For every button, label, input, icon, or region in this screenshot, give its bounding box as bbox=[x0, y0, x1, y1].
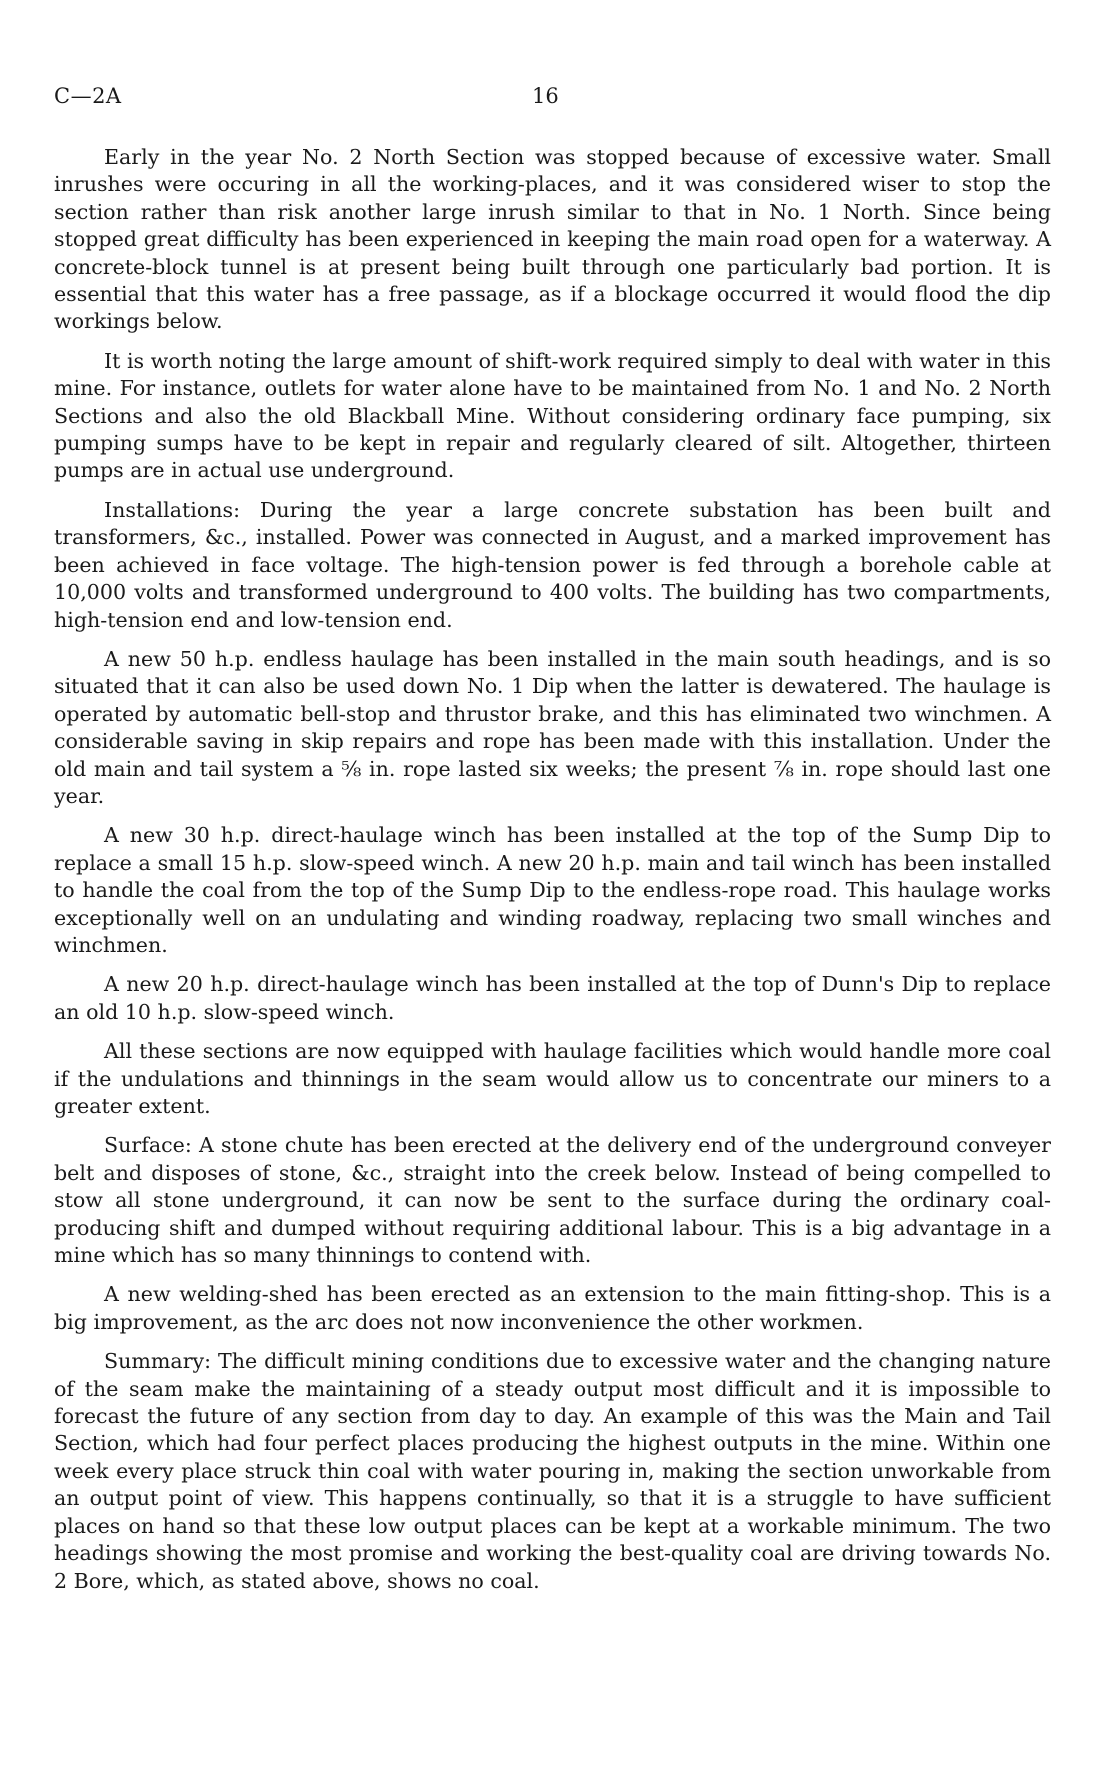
paragraph-north-section: Early in the year No. 2 North Section was stopped because of excessive water. Small inrushes were occuring in all the working-places, and it was considered wiser to stop the section rather than risk another large inrush similar to that in No. 1 North. Since being stopped great difficulty has been experienced in keeping the main road open for a waterway. A concrete-block tunnel is at present being built through one particularly bad portion. It is essential that this water has a free passage, as if a blockage occurred it would flood the dip workings below. bbox=[54, 145, 1051, 334]
document-code: C—2A bbox=[54, 84, 122, 108]
paragraph-welding-shed: A new welding-shed has been erected as an extension to the main fitting-shop. This is a big improvement, as the arc does not now inconvenience the other workmen. bbox=[54, 1282, 1051, 1334]
paragraph-shift-work: It is worth noting the large amount of shift-work required simply to deal with water in this mine. For instance, outlets for water alone have to be maintained from No. 1 and No. 2 North Sections and also the old Blackball Mine. Without considering ordinary face pumping, six pumping sumps have to be kept in repair and regularly cleared of silt. Altogether, thirteen pumps are in actual use underground. bbox=[54, 348, 1051, 483]
paragraph-surface: Surface: A stone chute has been erected at the delivery end of the underground conveyer belt and disposes of stone, &c., straight into the creek below. Instead of being compelled to stow all stone underground, it can now be sent to the surface during the ordinary coal-producing shift and dumped without requiring additional labour. This is a big advantage in a mine which has so many thinnings to contend with. bbox=[54, 1133, 1051, 1268]
page-header bbox=[54, 84, 1054, 114]
paragraph-endless-haulage: A new 50 h.p. endless haulage has been installed in the main south headings, and is so situated that it can also be used down No. 1 Dip when the latter is dewatered. The haulage is operated by automatic bell-stop and thrustor brake, and this has eliminated two winchmen. A considerable saving in skip repairs and rope has been made with this installation. Under the old main and tail system a ⅝ in. rope lasted six weeks; the present ⅞ in. rope should last one year. bbox=[54, 646, 1051, 808]
paragraph-summary: Summary: The difficult mining conditions due to excessive water and the changing nature of the seam make the maintaining of a steady output most difficult and it is impossible to forecast the future of any section from day to day. An example of this was the Main and Tail Section, which had four perfect places producing the highest outputs in the mine. Within one week every place struck thin coal with water pouring in, making the section unworkable from an output point of view. This happens continually, so that it is a struggle to have sufficient places on hand so that these low output places can be kept at a workable minimum. The two headings showing the most promise and working the best-quality coal are driving towards No. 2 Bore, which, as stated above, shows no coal. bbox=[54, 1349, 1051, 1593]
paragraph-haulage-facilities: All these sections are now equipped with haulage facilities which would handle more coal if the undulations and thinnings in the seam would allow us to concentrate our miners to a greater extent. bbox=[54, 1039, 1051, 1118]
body-text bbox=[54, 144, 1051, 1607]
paragraph-installations: Installations: During the year a large concrete substation has been built and transformers, &c., installed. Power was connected in August, and a marked improvement has been achieved in face voltage. The high-tension power is fed through a borehole cable at 10,000 volts and transformed underground to 400 volts. The building has two compartments, high-tension end and low-tension end. bbox=[54, 497, 1051, 632]
paragraph-sump-dip-winch: A new 30 h.p. direct-haulage winch has been installed at the top of the Sump Dip to replace a small 15 h.p. slow-speed winch. A new 20 h.p. main and tail winch has been installed to handle the coal from the top of the Sump Dip to the endless-rope road. This haulage works exceptionally well on an undulating and winding roadway, replacing two small winches and winchmen. bbox=[54, 823, 1051, 957]
paragraph-dunns-dip-winch: A new 20 h.p. direct-haulage winch has been installed at the top of Dunn's Dip to replace an old 10 h.p. slow-speed winch. bbox=[54, 972, 1051, 1024]
page-number: 16 bbox=[532, 84, 559, 108]
